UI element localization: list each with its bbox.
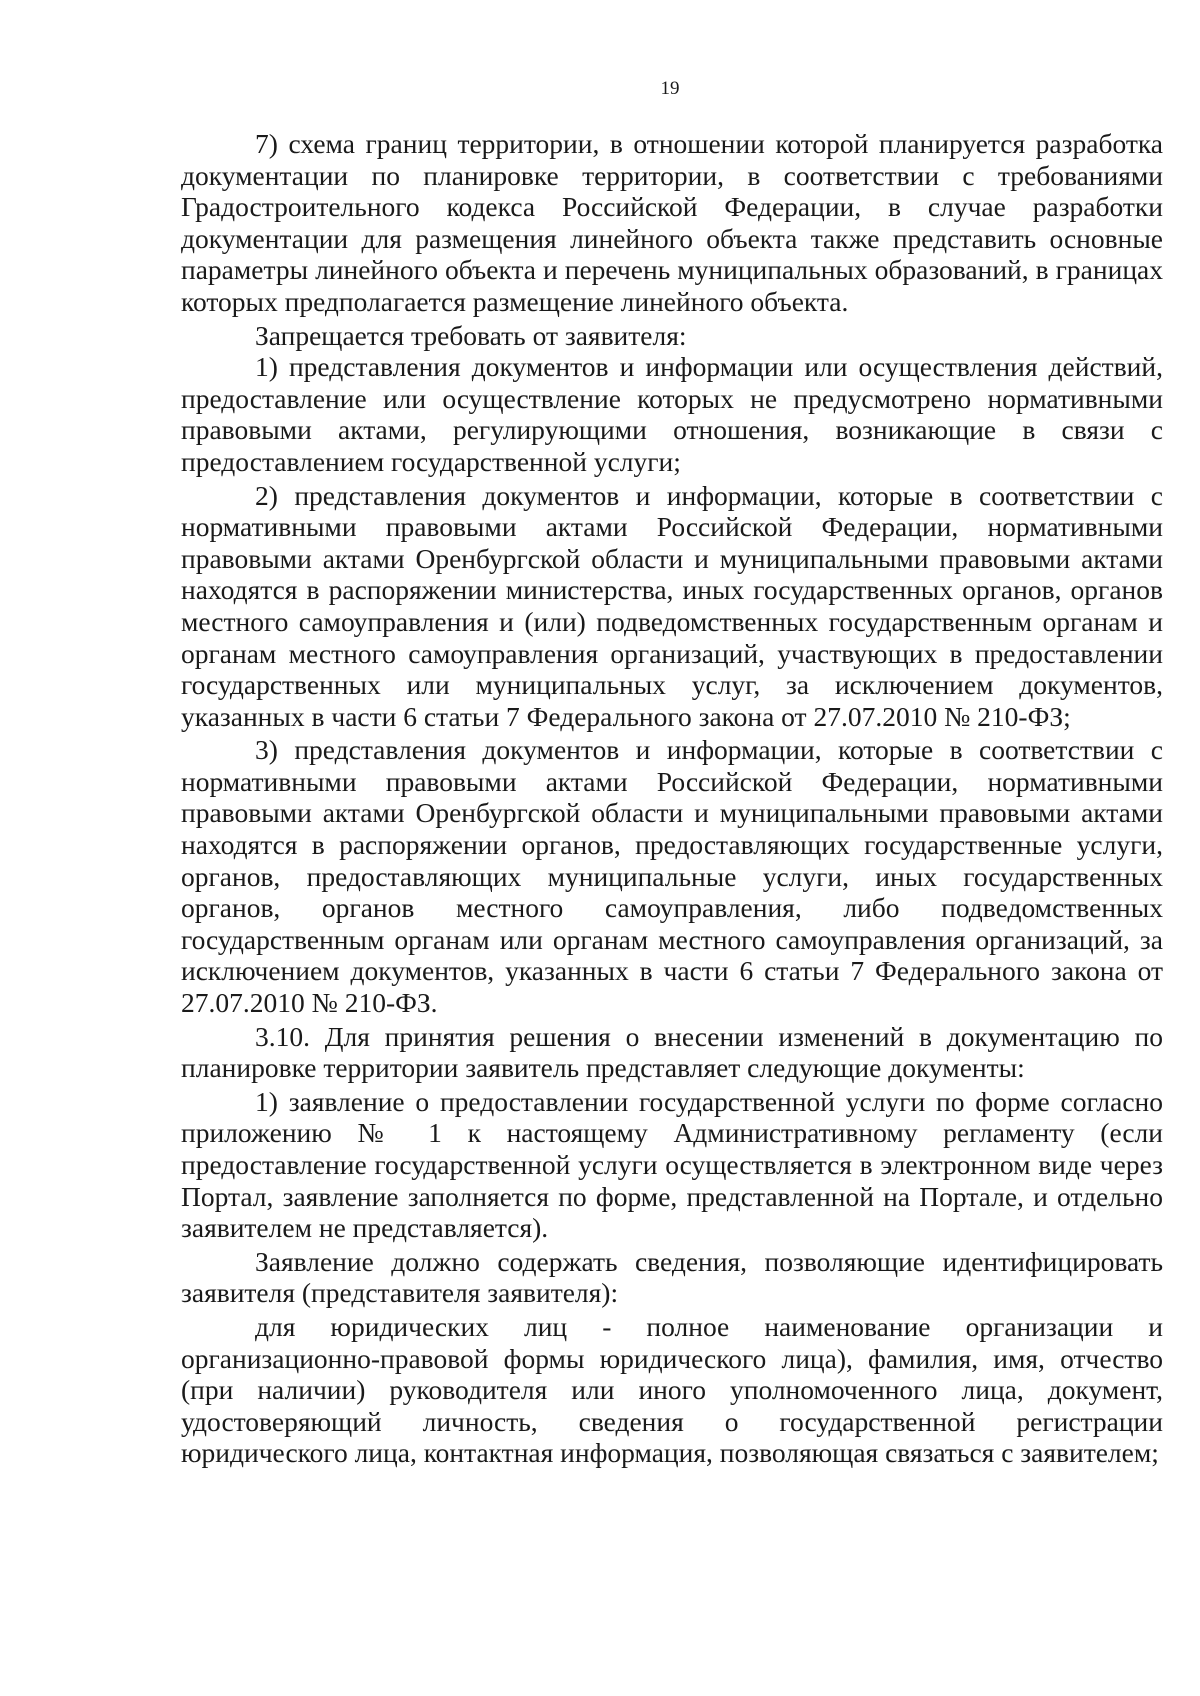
paragraph-legal-entities: для юридических лиц - полное наименование организации и организационно-правовой формы юридического лица), фамилия, имя, отчество (при наличии) руководителя или иного уполномоченного лица, документ, удостоверяющий личность, сведения о государственной регистрации юридического лица, контактная информация, позволяющая связаться с заявителем; xyxy=(181,1310,1163,1469)
paragraph-prohibition-intro: Запрещается требовать от заявителя: xyxy=(255,319,687,351)
paragraph-prohibition-3: 3) представления документов и информации, которые в соответствии с нормативными правовыми актами Российской Федерации, нормативными правовыми актами Оренбургской области и муниципальными правовыми актами находятся в распоряжении органов, предоставляющих государственные услуги, органов, предоставляющих муниципальные услуги, иных государственных органов, органов местного самоуправления, либо подведомственных государственным органам или органам местного самоуправления организаций, за исключением документов, указанных в части 6 статьи 7 Федерального закона от 27.07.2010 № 210-ФЗ. xyxy=(181,734,1163,1019)
paragraph-prohibition-1: 1) представления документов и информации или осуществления действий, предоставление или осуществление которых не предусмотрено нормативными правовыми актами, регулирующими отношения, возникающие в связи с предоставлением государственной услуги; xyxy=(181,351,1163,477)
paragraph-3-10: 3.10. Для принятия решения о внесении изменений в документацию по планировке территории заявитель представляет следующие документы: xyxy=(181,1020,1163,1084)
paragraph-3-10-item-1: 1) заявление о предоставлении государственной услуги по форме согласно приложению № 1 к настоящему Административному регламенту (если предоставление государственной услуги осуществляется в электронном виде через Портал, заявление заполняется по форме, представленной на Портале, и отдельно заявителем не представляется). xyxy=(181,1085,1163,1244)
paragraph-application-content: Заявление должно содержать сведения, позволяющие идентифицировать заявителя (представителя заявителя): xyxy=(181,1245,1163,1309)
document-body xyxy=(181,128,1163,1469)
paragraph-prohibition-2: 2) представления документов и информации, которые в соответствии с нормативными правовыми актами Российской Федерации, нормативными правовыми актами Оренбургской области и муниципальными правовыми актами находятся в распоряжении министерства, иных государственных органов, органов местного самоуправления и (или) подведомственных государственным органам и органам местного самоуправления организаций, участвующих в предоставлении государственных или муниципальных услуг, за исключением документов, указанных в части 6 статьи 7 Федерального закона от 27.07.2010 № 210-ФЗ; xyxy=(181,479,1163,732)
paragraph-item-7-schema: 7) схема границ территории, в отношении которой планируется разработка документации по планировке территории, в соответствии с требованиями Градостроительного кодекса Российской Федерации, в случае разработки документации для размещения линейного объекта также представить основные параметры линейного объекта и перечень муниципальных образований, в границах которых предполагается размещение линейного объекта. xyxy=(181,128,1163,317)
page-number: 19 xyxy=(660,78,680,99)
